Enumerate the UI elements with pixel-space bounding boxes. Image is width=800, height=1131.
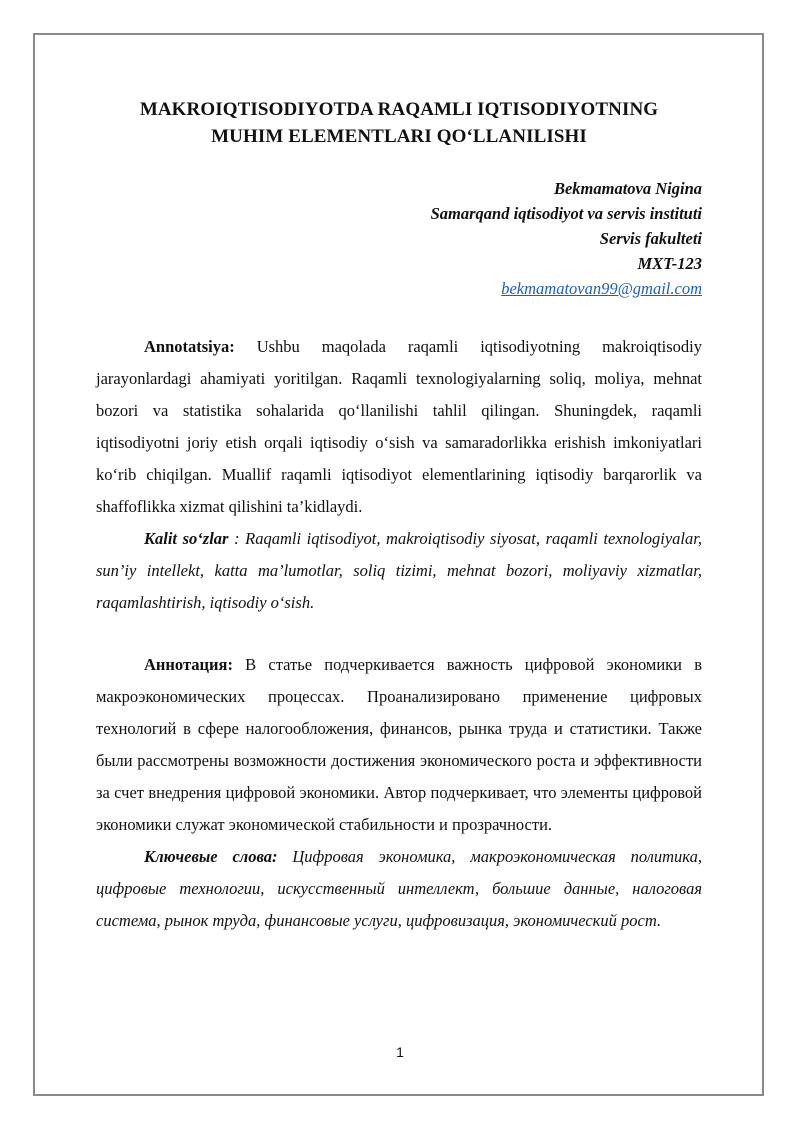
annotation-ru-text: В статье подчеркивается важность цифровой экономики в макроэкономических процессах. Проанализировано применение цифровых технологий в сфере налогообложения, финансов, рынка труда и статистики. Также были рассмотрены возможности достижения экономического роста и эффективности за счет внедрения цифровой экономики. Автор подчеркивает, что элементы цифровой экономики служат экономической стабильности и прозрачности. — [96, 655, 702, 834]
keywords-uz — [96, 523, 702, 619]
author-institution: Samarqand iqtisodiyot va servis instituti — [430, 204, 702, 223]
document-body — [96, 96, 702, 937]
keywords-ru-text: Цифровая экономика, макроэкономическая политика, цифровые технологии, искусственный интеллект, большие данные, налоговая система, рынок труда, финансовые услуги, цифровизация, экономический рост. — [96, 847, 702, 930]
keywords-ru — [96, 841, 702, 937]
author-group: MXT-123 — [637, 254, 702, 273]
author-email-link[interactable]: bekmamatovan99@gmail.com — [501, 279, 702, 298]
annotation-ru — [96, 649, 702, 841]
author-block — [96, 176, 702, 301]
keywords-uz-text: : Raqamli iqtisodiyot, makroiqtisodiy siyosat, raqamli texnologiyalar, sun’iy intellekt, katta ma’lumotlar, soliq tizimi, mehnat bozori, moliyaviy xizmatlar, raqamlashtirish, iqtisodiy o‘sish. — [96, 529, 702, 612]
keywords-ru-label: Ключевые слова: — [144, 847, 278, 866]
title-line-1: MAKROIQTISODIYOTDA RAQAMLI IQTISODIYOTNING — [139, 99, 659, 120]
annotation-uz-label: Annotatsiya: — [144, 337, 235, 356]
page-number: 1 — [396, 1044, 404, 1060]
author-faculty: Servis fakulteti — [599, 229, 702, 248]
annotation-ru-label: Аннотация: — [144, 655, 233, 674]
title-line-2: MUHIM ELEMENTLARI QO‘LLANILISHI — [211, 126, 587, 147]
article-title — [96, 96, 702, 150]
annotation-uz — [96, 331, 702, 523]
author-name: Bekmamatova Nigina — [553, 179, 702, 198]
keywords-uz-label: Kalit so‘zlar — [144, 529, 229, 548]
annotation-uz-text: Ushbu maqolada raqamli iqtisodiyotning makroiqtisodiy jarayonlardagi ahamiyati yoritilgan. Raqamli texnologiyalarning soliq, moliya, mehnat bozori va statistika sohalarida qo‘llanilishi tahlil qilingan. Shuningdek, raqamli iqtisodiyotni joriy etish orqali iqtisodiy o‘sish va samaradorlikka erishish imkoniyatlari ko‘rib chiqilgan. Muallif raqamli iqtisodiyot elementlarining iqtisodiy barqarorlik va shaffoflikka xizmat qilishini ta’kidlaydi. — [96, 337, 702, 516]
